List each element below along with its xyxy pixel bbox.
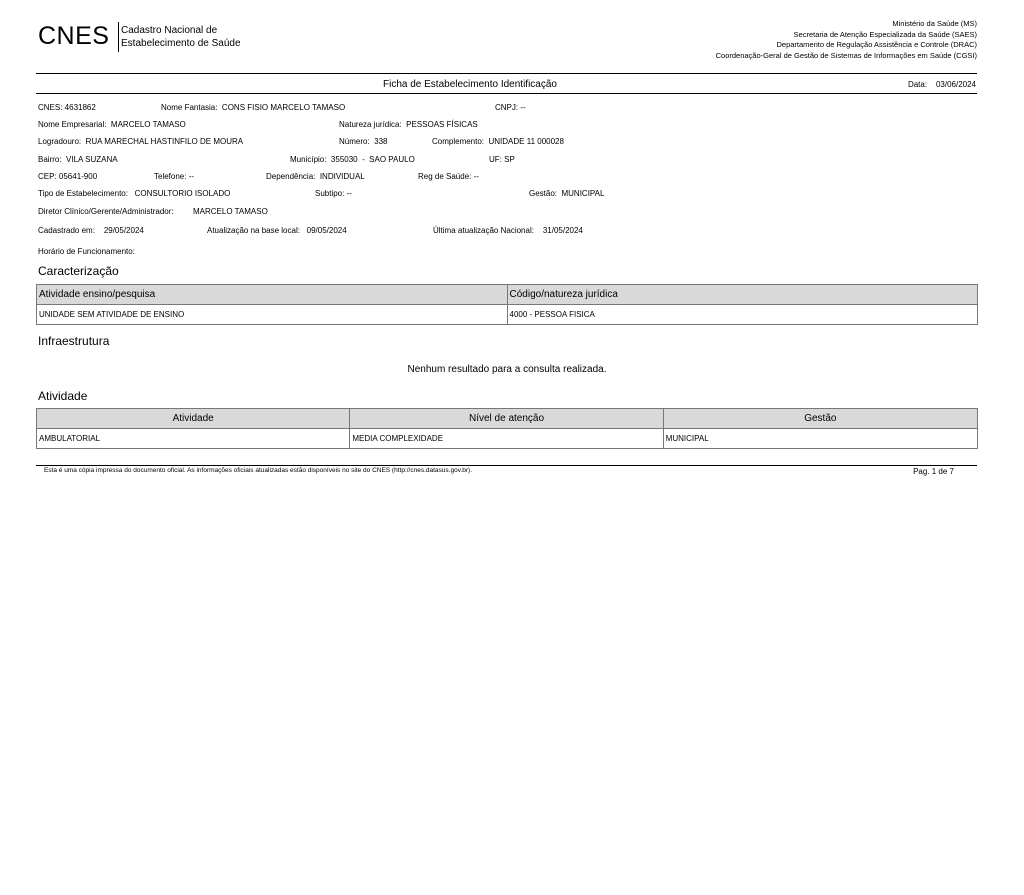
field-diretor-value: MARCELO TAMASO	[193, 207, 268, 216]
field-nome-empresarial	[38, 120, 186, 129]
header-rule-bottom	[36, 93, 977, 94]
cadastrado-label: Cadastrado em:	[38, 226, 95, 235]
cnes-logo: CNES	[38, 22, 110, 50]
ministry-line: Ministério da Saúde (MS)	[892, 19, 977, 28]
ministry-line: Secretaria de Atenção Especializada da Saúde (SAES)	[793, 29, 977, 39]
field-horario: Horário de Funcionamento:	[38, 247, 135, 256]
dependencia-label: Dependência:	[266, 172, 316, 181]
field-dependencia	[266, 172, 365, 181]
field-cep: CEP: 05641-900	[38, 172, 98, 181]
field-subtipo: Subtipo: --	[315, 189, 352, 198]
logo-subtitle	[121, 24, 241, 50]
municipio-label: Município:	[290, 155, 327, 164]
table-header-row	[37, 409, 978, 429]
tipo-value: CONSULTORIO ISOLADO	[134, 189, 231, 198]
logradouro-label: Logradouro:	[38, 137, 82, 146]
atualizacao-local-value: 09/05/2024	[306, 226, 347, 235]
field-diretor-label: Diretor Clínico/Gerente/Administrador:	[38, 207, 174, 216]
header-rule-top	[36, 73, 977, 74]
field-cnpj: CNPJ: --	[495, 103, 526, 112]
column-header: Atividade	[37, 409, 350, 429]
empty-result-message: Nenhum resultado para a consulta realizada.	[407, 364, 607, 375]
table-cell: AMBULATORIAL	[37, 429, 350, 449]
date-value: 03/06/2024	[935, 80, 976, 89]
caracterizacao-table	[36, 284, 978, 325]
table-cell: UNIDADE SEM ATIVIDADE DE ENSINO	[37, 305, 508, 325]
table-header-row	[37, 285, 978, 305]
field-municipio	[290, 155, 415, 164]
field-natureza-juridica	[339, 120, 478, 129]
nome-empresarial-label: Nome Empresarial:	[38, 120, 107, 129]
nome-empresarial-value: MARCELO TAMASO	[110, 120, 186, 129]
field-tipo	[38, 189, 230, 198]
field-numero	[339, 137, 388, 146]
numero-label: Número:	[339, 137, 370, 146]
municipio-value: 355030 - SAO PAULO	[330, 155, 415, 164]
logo-subtitle-line2: Estabelecimento de Saúde	[121, 38, 241, 49]
field-atualizacao-nacional	[433, 226, 583, 235]
column-header: Gestão	[663, 409, 977, 429]
section-title-infraestrutura: Infraestrutura	[38, 334, 110, 348]
date-label: Data:	[907, 80, 928, 89]
logradouro-value: RUA MARECHAL HASTINFILO DE MOURA	[85, 137, 244, 146]
field-complemento	[432, 137, 564, 146]
field-gestao	[529, 189, 604, 198]
table-cell: MEDIA COMPLEXIDADE	[350, 429, 663, 449]
logo-subtitle-line1: Cadastro Nacional de	[121, 25, 218, 36]
ministry-line: Coordenação-Geral de Gestão de Sistemas de Informações em Saúde (CGSI)	[715, 50, 977, 60]
atualizacao-nacional-label: Última atualização Nacional:	[433, 226, 534, 235]
section-title-atividade: Atividade	[38, 389, 88, 403]
logo-divider	[118, 22, 119, 52]
gestao-value: MUNICIPAL	[561, 189, 605, 198]
field-nome-fantasia	[161, 103, 345, 112]
bairro-label: Bairro:	[38, 155, 62, 164]
nome-fantasia-label: Nome Fantasia:	[161, 103, 218, 112]
atualizacao-local-label: Atualização na base local:	[207, 226, 300, 235]
complemento-label: Complemento:	[432, 137, 485, 146]
nome-fantasia-value: CONS FISIO MARCELO TAMASO	[221, 103, 346, 112]
footer-note: Esta é uma cópia impressa do documento oficial. As informações oficiais atualizadas estão disponíveis no site do CNES (http://cnes.datasus.gov.br).	[44, 467, 473, 474]
table-cell: MUNICIPAL	[663, 429, 977, 449]
table-cell: 4000 - PESSOA FISICA	[507, 305, 978, 325]
column-header: Código/natureza jurídica	[507, 285, 978, 305]
table-row	[37, 429, 978, 449]
atualizacao-nacional-value: 31/05/2024	[542, 226, 583, 235]
field-reg-saude: Reg de Saúde: --	[418, 172, 479, 181]
tipo-label: Tipo de Estabelecimento:	[38, 189, 128, 198]
field-logradouro	[38, 137, 243, 146]
table-row	[37, 305, 978, 325]
field-uf: UF: SP	[489, 155, 515, 164]
atividade-table	[36, 408, 978, 449]
print-date	[908, 80, 976, 89]
complemento-value: UNIDADE 11 000028	[488, 137, 564, 146]
bairro-value: VILA SUZANA	[66, 155, 118, 164]
numero-value: 338	[374, 137, 388, 146]
column-header: Nível de atenção	[350, 409, 663, 429]
dependencia-value: INDIVIDUAL	[319, 172, 365, 181]
cadastrado-value: 29/05/2024	[103, 226, 144, 235]
field-cnes: CNES: 4631862	[38, 103, 96, 112]
ministry-line: Departamento de Regulação Assistência e Controle (DRAC)	[776, 40, 977, 50]
section-title-caracterizacao: Caracterização	[38, 264, 119, 278]
field-atualizacao-local	[207, 226, 347, 235]
footer-rule	[36, 465, 977, 466]
column-header: Atividade ensino/pesquisa	[37, 285, 508, 305]
natureza-value: PESSOAS FÍSICAS	[406, 120, 478, 129]
page-number: Pag. 1 de 7	[913, 467, 954, 476]
field-bairro	[38, 155, 118, 164]
gestao-label: Gestão:	[529, 189, 558, 198]
field-cadastrado	[38, 226, 144, 235]
page-title: Ficha de Estabelecimento Identificação	[383, 79, 557, 90]
field-telefone: Telefone: --	[154, 172, 195, 181]
natureza-label: Natureza jurídica:	[339, 120, 402, 129]
ministry-block	[716, 19, 977, 61]
